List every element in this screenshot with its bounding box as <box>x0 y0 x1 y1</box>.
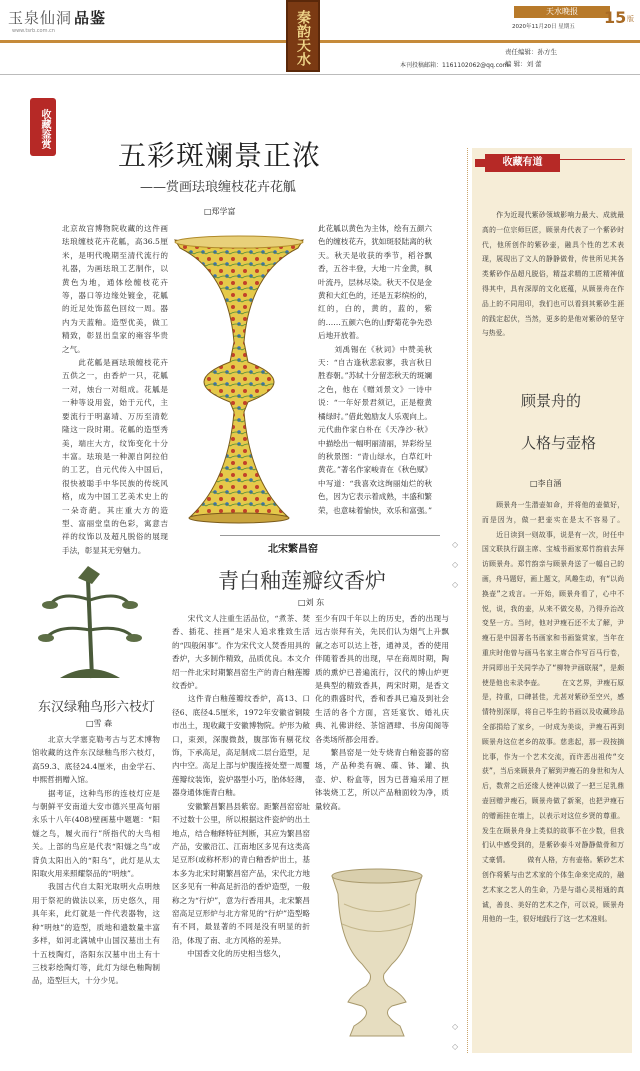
censer-icon <box>322 864 432 1044</box>
section-name: 品鉴 <box>74 9 107 27</box>
page-unit: 版 <box>627 15 634 23</box>
header-divider <box>0 74 640 75</box>
article1-title: 五彩斑斓景正浓 <box>118 139 322 172</box>
collection-tag-text: 收藏鉴赏 <box>39 109 50 149</box>
layout-line: 编 辑：刘 蕾 <box>505 60 542 68</box>
sidebar-title-line1: 顾景舟的 <box>521 392 582 410</box>
article3-author: □雪 森 <box>86 719 113 728</box>
article1-col1: 北京故宫博物院收藏的这件画珐琅缠枝花卉花觚，高36.5厘米，是明代晚期至清代流行的礼器，为画珐琅工艺制作，以黄色为地，通体绘缠枝花卉等，器口等边缘处镀金，花觚的近足处饰蓝色回纹一周。器内为天蓝釉。造型优美，做工精致，彰显出皇家的雍容华贵之气。 此花觚是画珐琅缠枝花卉五供之一，由香炉一只，花觚一对，烛台一对组成。花觚是一种等设用瓷，始于元代，主要流行于明嘉靖、万历至清乾隆这一段时期。花觚的造型秀美，端庄大方，纹饰变化十分丰富。珐琅是一种源自阿拉伯的工艺，自元代传入中国后，很快被聪手中华民族的传统风格，成为中国工艺美术史上的一朵奇葩。其庄重大方的造型、富丽堂皇的色彩，寓意吉祥的纹饰以及超凡脱俗的展现手法，彰显其无穷魅力。 <box>62 224 168 555</box>
diamond-icon: ◇ <box>452 560 459 569</box>
censer-image <box>322 864 432 1044</box>
masthead-rule <box>0 40 640 43</box>
diamond-icon: ◇ <box>452 540 459 549</box>
logo-text: 玉泉仙洞 <box>8 9 73 27</box>
editor-block <box>505 46 557 70</box>
article3-title: 东汉绿釉鸟形六枝灯 <box>38 700 156 715</box>
bird-lamp-icon <box>30 560 148 690</box>
sidebar-text: 顾景舟一生潜壶如命，并将他的壶做好，而是因为，做一把壶实在是太不容易了。 近日读到一则故事，说是有一次，时任中国文联执行副主席、宝城书画家郑竹韵前去拜访顾景舟。郑竹韵亲与顾景舟送了一幅自己的画，舟马题好，画上题文，风趣生动，有“以尚换壶”之戏言。一开始，顾景舟看了，心中不悦，说，我的壶，从来不做交易，乃得乔治改变坚一方。当时，他对尹瘦石还不太了解，尹瘦石是中国著名书画家和书画鉴赏家，当年在重庆时他曾与画马名家主席合作写百马行卷，并同即出于关同学办了“柳特尹画联展”，是颇使是他也未录李壶。 在文艺界，尹瘦石原是，持重，口碑甚佳，尤甚对紫砂至空兴，感情特别深厚，将自己毕生的书画以及收藏珍品全部捐给了家乡，一时成为美谈，尹瘦石再到顾景舟这位老乡的故事。慈悲起，那一段按摘比事，作为一个艺术交流，而许恶出祖传“交获”，当后来顾景舟了解到尹瘦石的身世和为人后，数常之后还缘人使神以做了一把三足乳鼎壶回赠尹瘦石，顾景舟做了新案，也把尹瘦石的赠画挂在墙上，以表示对这位乡贤的尊重。发生在顾景舟身上类似的故事不在少数，但我们认中感受到的，是紫砂泰斗对静静做骨和万丈豪情。 做有人格，方有壶格。紫砂艺术创作将紫与由艺术家的个体生命来完成的，融艺术家之艺人的生命，乃是与谐心灵相通的真诚，善良、美好的艺术之作，可以说，顾景舟用他的一生，很好地践行了这一艺术准则。 <box>482 501 624 924</box>
article2-col1: 宋代文人注重生活品位，“煮茶、焚香、插花、挂画”是宋人追求雅致生活的“四般闲事”。作为宋代文人焚香用具的香炉，大多制作精致，品质优良。本文介绍一件北宋时期繁昌窑生产的青白釉莲瓣纹香炉。 这件青白釉莲瓣纹香炉，高13、口径6、底径4.5厘米，1972年安徽省铜陵市出土，现收藏于安徽博物院。炉形为敞口，束颈，深腹微鼓，腹部饰有剔花纹饰，下承高足，高足制成二层台造型，足内中空。高足上部与炉腹连接处塑一周覆莲瓣纹装饰，瓷炉器型小巧，胎体轻薄，器身通体施青白釉。 安徽繁昌繁昌县紫窑。距繁昌窑窑址不过数十公里，所以根据这件瓷炉的出土地点，结合釉释特征判断，其应为繁昌窑产品，安徽沿江、江南地区多见有这类高足豆形(或称杯形)的青白釉香炉出土，基本多为北宋时期繁昌窑产品，宋代北方地区多见有一种高足折沿的香炉造型，一般称之为“行炉”，意为行香用具，北宋繁昌窑高足豆形炉与北方常见的“行炉”造型略有不同，最显著的不同是没有明显的折沿，体现了南、北方风格的差异。 中国香文化的历史相当悠久， <box>172 614 310 959</box>
article2-dynasty-head: 北宋繁昌窑 <box>268 544 318 555</box>
diamond-icon: ◇ <box>452 580 459 589</box>
paper-name: 天水晚报 <box>514 6 610 18</box>
editor-line: 责任编辑：孙方生 <box>505 48 557 56</box>
gu-vase-icon <box>170 232 308 532</box>
article1-col2: 此花觚以黄色为主体，绘有五颜六色的缠枝花卉，犹如斑驳陆离的秋天。秋天是收获的季节，稻谷飘香，五谷丰登，大地一片金黄，枫叶流丹，层林尽染。秋天不仅是金黄和大红色的，还是五彩缤纷的，红的，白的，黄的，蓝的，紫的……五颜六色的山野菊花争先恐后地开放着。 刘禹锡在《秋词》中赞美秋天：“自古逢秋悲寂寥，我言秋日胜春朝。”苏轼十分留恋秋天的斑斓之色，他在《赠刘景文》一诗中说：“一年好景君须记，正是橙黄橘绿时。”借此勉励友人乐观向上。元代曲作家白朴在《天净沙·秋》中描绘出一幅明丽清丽，异彩纷呈的秋景图：“青山绿水，白草红叶黄花。”著名作家峻青在《秋色赋》中写道：“我喜欢这绚丽灿烂的秋色，因为它表示着成熟，丰盛和繁荣，也意味着愉快，欢乐和富强。” <box>318 224 432 515</box>
masthead-url: www.tsrb.com.cn <box>12 28 55 34</box>
seal-text: 秦韵天水 <box>295 10 311 66</box>
sidebar-intro: 作为近现代紫砂领域影响力最大、成就最高的一位宗师巨匠，顾景舟代表了一个紫砂时代，他所创作的紫砂壶，融具个性的艺术表现，展现出了文人的静静做骨，传世所见其各类紫砂作品超凡脱俗，精益求精的工匠精神值得其中，具有深厚的文化底蕴，从顾景舟在作品上的不同用印，我们也可以看到其紫砂生涯的践定起伏，当然，更多的是他对紫砂的坚守与热爱。 <box>482 211 624 338</box>
collection-tag <box>30 98 56 156</box>
article2-author: □刘 东 <box>298 598 325 607</box>
gu-vase-image <box>170 232 308 532</box>
issue-date: 2020年11月20日 星期五 <box>512 24 575 30</box>
article3-text: 北京大学塞克勒考古与艺术博物馆收藏的这件东汉绿釉鸟形六枝灯，高59.3、底径24.4厘米，由金学石、申熙哲捐赠入馆。 据考证，这种鸟形的连枝灯应是与朝鲜平安南道大安市德兴里高句丽永乐十八年(408)壁画墓中题题：“阳燧之鸟，履火而行”所指代的大鸟相关。上部的鸟应是代表“阳燧之鸟”或背负太阳出入的“阳乌”，此灯是从太阳取火用来照耀祭品的“明烛”。 我国古代自太阳光取明火点明烛用于祭祀的做法以来，历史悠久，用具年来，此灯就是一件代表器物，这种“明烛”的造型，质地和遗数量丰富多样，如河北满城中山国汉墓出土有十五枝陶灯，洛阳东汉墓中出土有十三枝彩绘陶灯等，此灯为绿色釉陶制品，造型巨大，十分少见。 <box>32 735 160 986</box>
sidebar-title-line2: 人格与壶格 <box>521 434 597 452</box>
article1-author: □郑学富 <box>204 207 236 216</box>
masthead-logo <box>8 7 106 28</box>
sidebar-label: 收藏有道 <box>485 154 560 172</box>
page-number: 15 <box>604 8 627 27</box>
bird-lamp-image <box>30 560 148 690</box>
article1-subtitle: ——赏画珐琅缠枝花卉花觚 <box>140 180 297 195</box>
article2-col2: 至少有四千年以上的历史，香的出现与远古崇拜有关，先民们认为烟气上升飘氤之态可以达上苍，通神灵，香的使用伴随着香具的出现，早在商周时期，陶质的熏炉已普遍流行，汉代的博山炉更是典型的精致香具，两宋时期，是香文化的鼎盛时代，香和香具已遍及到社会生活的各个方面，宫廷宴饮、婚礼庆典、礼佛讲经、茶馆酒肆、书房闺阁等各类场所都会用香。 繁昌窑是一处专烧青白釉瓷器的窑场，产品种类有碗、碟、钵、罐、执壶、炉、粉盒等，因为已普遍采用了匣钵装烧工艺，所以产品釉面较为净，质量较高。 <box>315 614 449 811</box>
section-divider <box>220 535 440 536</box>
sidebar-label-mark <box>475 159 485 167</box>
diamond-icon: ◇ <box>452 1022 459 1031</box>
diamond-icon: ◇ <box>452 1042 459 1051</box>
sidebar-author: □李自涵 <box>530 479 562 488</box>
article2-title: 青白釉莲瓣纹香炉 <box>218 569 386 593</box>
sidebar-label-rule <box>560 159 625 160</box>
sidebar-dotted-rule <box>467 148 468 1053</box>
submission-email: 本刊投稿邮箱：1161102062@qq.com <box>400 62 509 69</box>
seal-logo <box>286 0 320 72</box>
